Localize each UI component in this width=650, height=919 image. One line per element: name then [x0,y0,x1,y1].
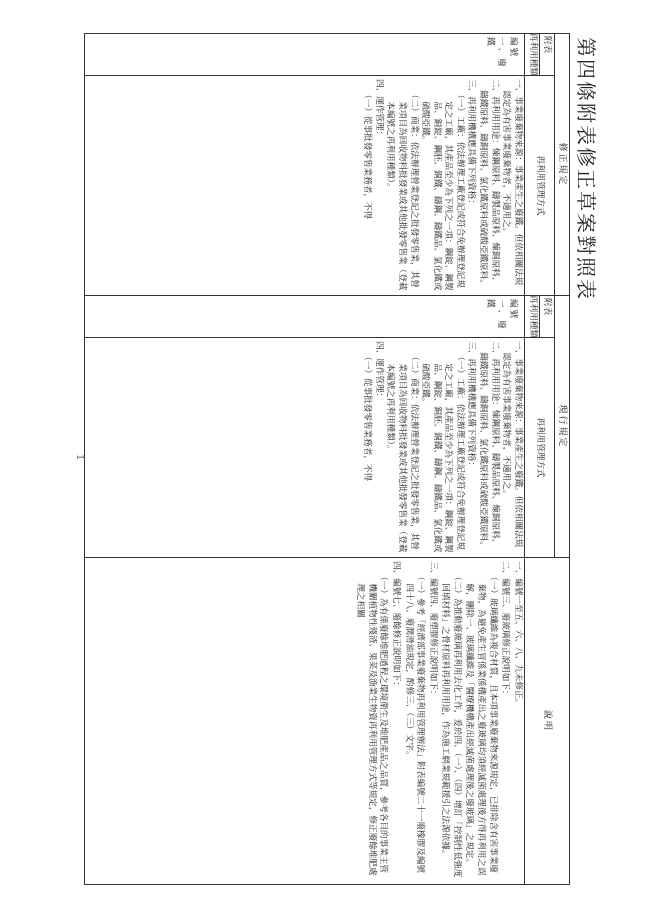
item-name-current: 編號 一、廢 鐵 [85,296,525,338]
note-line: （一）參考「經濟部事業廢棄物再利用管理辦法」附表編號二十一廢橡膠及編號四十八、廢潤滑油規定，酌修三、（三）文字。 [403,572,426,874]
method-header-revised: 再利用管理方式 [524,76,554,296]
rotated-document [40,19,610,899]
header-revised: 修正規定 [554,34,569,296]
current-line: 二、再利用用途：煉鋼原料、鑄製品原料、煉銅原料、鑄鐵原料、鑄銅原料、氯化鐵原料或硫酸亞鐵原料。 [478,341,500,550]
revised-line: 二、再利用用途：煉鋼原料、鑄製品原料、煉銅原料、鑄鐵原料、鑄銅原料、氯化鐵原料或硫酸亞鐵原料。 [478,79,500,288]
method-header-current: 再利用管理方式 [524,338,554,558]
note-line: （一）玻璃纖維為複合材質，且本項事業廢棄物來源規定，已排除含有害事業廢棄物，為避免產生冒係業係構產出之廢玻璃均須經滅菌處理後方得再利用之誤解，刪除一、玻璃纖維及「醫療機構產出經滅菌處理後之廢玻璃」之規定。 [464,572,498,876]
comparison-table [84,33,570,885]
current-line: （一）工廠：依法辦理工廠登記或符合免辦理登記規定之工廠，其產品至少為下列之一項：鋼錠、鋼製品、鋼錠、銅胚、銅鐵、鑄鋼、鑄鐵品、氯化鐵或硫酸亞鐵。 [420,352,465,553]
revised-line: 四、運作管理： [373,79,384,140]
current-method-cell [85,338,525,558]
notes-cell [85,558,525,885]
appendix-label-revised: 附表 [542,36,553,54]
appendix-label-current: 附表 [542,298,553,316]
current-line: 一、事業廢棄物來源：事業產生之廢鐵。但依相關法規認定為有害事業廢棄物者，不適用之。 [501,341,523,548]
note-line: （一）為有係廢餘堆肥過程之環境衛生及堆肥產品之品質，參考各目的事業主管機關植物性殘渣、果菜及漁業生物資再利用管理方式等規定，修正廢餘堆肥處理之相關 [355,572,389,876]
note-line: 三、編號四、廢塑膠修正說明如下： [427,561,438,699]
note-line: 二、編號三、廢玻璃修正說明如下： [500,561,511,699]
revised-line: （一）工廠：依法辦理工廠登記或符合免辦理登記規定之工廠，其產品至少為下列之一項：鋼錠、鋼製品、銅錠、鋼胚、銅鐵、鑄鋼、鑄鐵品、氯化鐵或硫酸亞鐵。 [420,90,465,291]
category-header-current: 再利用種類 [527,295,538,338]
revised-method-cell [85,76,525,296]
category-header-revised: 再利用種類 [527,33,538,76]
page-mark: 1 [74,454,85,461]
current-line: （二）商業：依法辦理營業登記之批發零售業，其營業項目為回收物料批發業或其他批發零售業（登載本編號之再利用種類）。 [385,352,419,553]
revised-line: 一、事業廢棄物來源：事業產生之廢鐵。但依相關法規認定為有害事業廢棄物者，不適用之。 [501,79,523,286]
header-current: 現行規定 [554,296,569,558]
header-notes: 說明 [524,558,569,885]
current-line: 四、運作管理： [373,341,384,402]
current-line: （一）從事批發零售業務者，不得 [362,352,373,482]
current-line: 三、再利用機構應具備下列資格： [466,341,477,470]
note-line: （二）為推動廢玻璃再利用去化工作，爰於四、（一）、（四）增訂「控制性低強度回填材料」之骨材原料再利用用途，作為施工網業規範援引之法源依據。 [440,572,462,878]
revised-line: （二）商業：依法辦理營業登記之批發零售業，其營業項目為回收物料批發業或其他批發零售業（登載本編號之再利用種類）。 [385,90,419,291]
note-line: 一、編號一至五、六、八、九未修正。 [512,561,523,708]
revised-line: 三、再利用機構應具備下列資格： [466,79,477,208]
document-title: 第四條附表修正草案對照表 [574,37,598,301]
revised-line: （一）從事批發零售業務者，不得 [362,90,373,220]
item-name-revised: 編號 一、廢 鐵 [85,34,525,76]
note-line: 四、編號七、廢餘修正說明如下： [390,561,401,690]
